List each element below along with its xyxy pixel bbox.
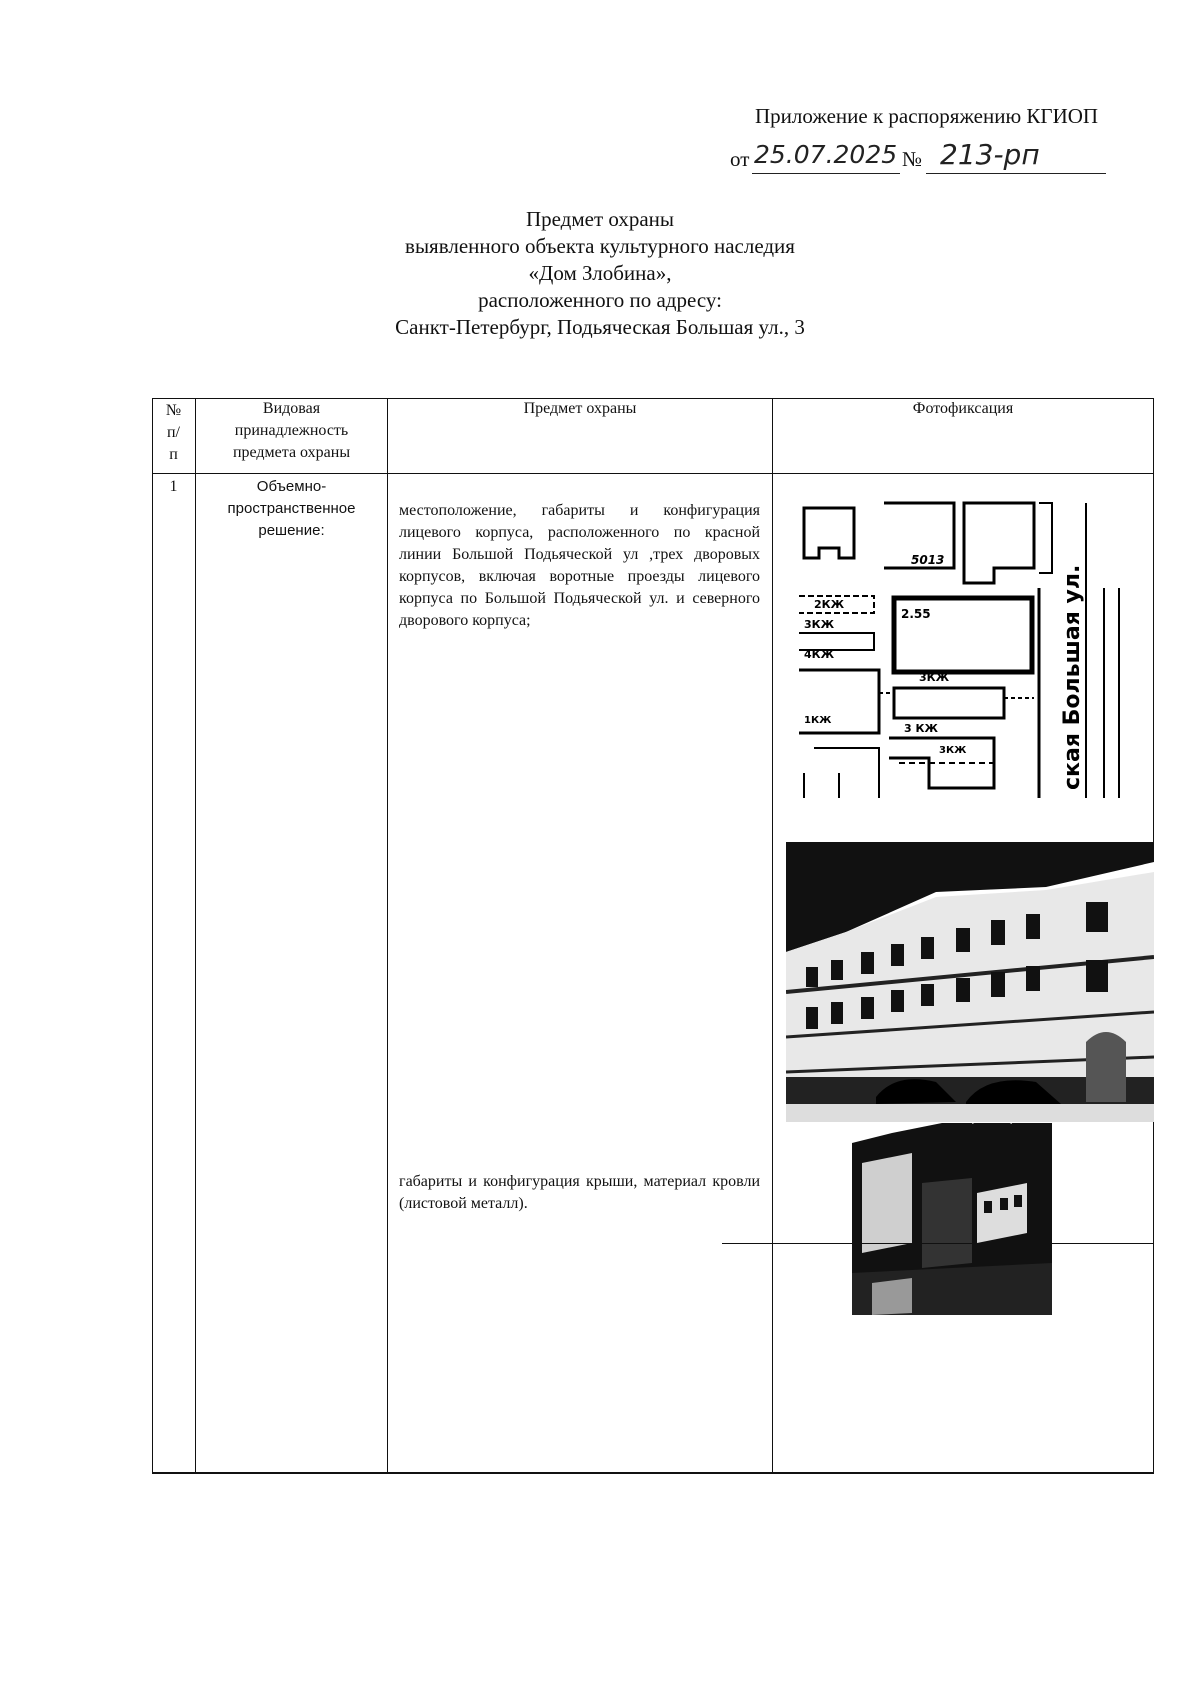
header-row-divider	[152, 473, 1154, 474]
map-label-7: 1КЖ	[804, 715, 832, 726]
order-date-underline	[752, 173, 900, 174]
header-number-line-1: №	[165, 402, 182, 419]
order-date-prefix: от	[730, 147, 750, 171]
order-reference	[730, 140, 1110, 176]
map-label-3: 4КЖ	[804, 648, 835, 661]
lot-number-label: 5013	[911, 553, 945, 567]
map-label-4: 3КЖ	[804, 618, 835, 631]
row-type-line-1: Объемно-	[256, 478, 327, 495]
subject-roof: габариты и конфигурация крыши, материал кровли (листовой металл).	[399, 1173, 760, 1212]
col-divider-2	[387, 398, 388, 1473]
header-type-line-3: предмета охраны	[232, 444, 351, 461]
header-number	[152, 400, 195, 466]
protection-subject-table	[152, 398, 1154, 1473]
row-number: 1	[169, 478, 178, 495]
site-plan-map	[794, 498, 1152, 800]
title-line-3: «Дом Злобина»,	[528, 261, 672, 285]
document-title	[0, 206, 1200, 341]
facade-photo	[786, 842, 1154, 1122]
header-subject: Предмет охраны	[523, 400, 637, 417]
map-label-5: 3 КЖ	[904, 722, 938, 735]
row-type-line-3: решение:	[258, 522, 325, 539]
order-date: 25.07.2025	[754, 140, 898, 169]
street-name-label: ская Большая ул.	[1060, 564, 1085, 790]
order-number-label: №	[902, 147, 923, 171]
title-line-1: Предмет охраны	[525, 207, 675, 231]
subject-location: местоположение, габариты и конфигурация лицевого корпуса, расположенного по красной линии Большой Подьяческой ул ,трех дворовых корпусов, включая воротные проезды лицевого корпуса по Большой Подьяческой ул. и северного дворового корпуса;	[399, 502, 760, 629]
header-photo: Фотофиксация	[912, 400, 1014, 417]
title-line-5: Санкт-Петербург, Подьяческая Большая ул., 3	[395, 315, 805, 339]
title-line-4: расположенного по адресу:	[478, 288, 722, 312]
map-label-1: 2КЖ	[814, 598, 845, 611]
photo-bottom-rule	[722, 1243, 1154, 1244]
annex-caption: Приложение к распоряжению КГИОП	[755, 104, 1099, 128]
map-label-2: 3КЖ	[919, 671, 950, 684]
col-divider-3	[772, 398, 773, 1473]
row-type-line-2: пространственное	[227, 500, 356, 517]
order-number: 213-рп	[940, 138, 1040, 171]
header-type	[196, 398, 387, 464]
roof-photo	[852, 1123, 1052, 1315]
map-label-6: 3КЖ	[939, 745, 967, 756]
header-type-line-2: принадлежность	[234, 422, 349, 439]
order-number-underline	[926, 173, 1106, 174]
header-type-line-1: Видовая	[262, 400, 321, 417]
table-bottom-border	[152, 1472, 1154, 1474]
title-line-2: выявленного объекта культурного наследия	[405, 234, 795, 258]
plot-number-label: 2.55	[901, 607, 931, 621]
header-number-line-3: п	[169, 446, 178, 463]
col-divider-1	[195, 398, 196, 1473]
header-number-line-2: п/	[166, 424, 180, 441]
table-left-border	[152, 398, 153, 1473]
row-type	[196, 476, 387, 542]
